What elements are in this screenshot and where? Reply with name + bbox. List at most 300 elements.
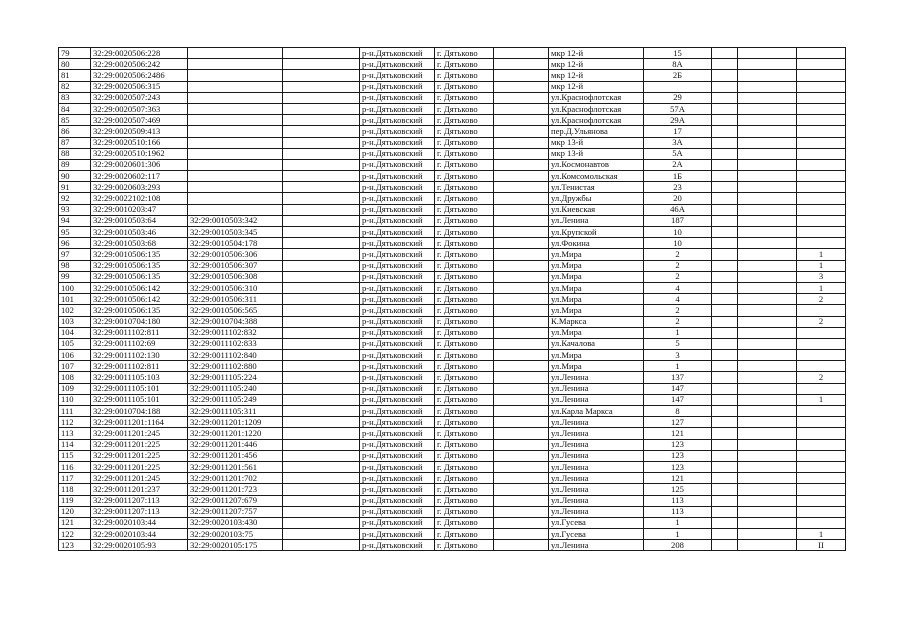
cell-city: г. Дятьково — [435, 383, 494, 394]
cell-blank4 — [738, 406, 797, 417]
cell-blank1 — [283, 115, 360, 126]
cell-cad2 — [188, 115, 283, 126]
cell-extra: 1 — [797, 394, 846, 405]
cell-blank2 — [494, 506, 549, 517]
cell-cad1: 32:29:0010506:135 — [91, 249, 188, 260]
cell-district: р-н.Дятьковский — [360, 316, 435, 327]
cell-num: 100 — [59, 282, 91, 293]
cell-street: мкр 12-й — [549, 59, 644, 70]
cell-street: ул.Дружбы — [549, 193, 644, 204]
address-register-table — [58, 47, 846, 551]
cell-district: р-н.Дятьковский — [360, 506, 435, 517]
cell-city: г. Дятьково — [435, 171, 494, 182]
cell-blank3 — [712, 148, 738, 159]
cell-house: 147 — [644, 383, 712, 394]
cell-street: мкр 12-й — [549, 81, 644, 92]
cell-city: г. Дятьково — [435, 103, 494, 114]
cell-num: 82 — [59, 81, 91, 92]
cell-cad1: 32:29:0010203:47 — [91, 204, 188, 215]
cell-street: ул.Ленина — [549, 383, 644, 394]
cell-num: 87 — [59, 137, 91, 148]
table-row — [59, 338, 846, 349]
cell-cad1: 32:29:0020103:44 — [91, 517, 188, 528]
cell-blank1 — [283, 271, 360, 282]
cell-blank2 — [494, 473, 549, 484]
cell-extra — [797, 450, 846, 461]
cell-house: 5 — [644, 338, 712, 349]
cell-district: р-н.Дятьковский — [360, 148, 435, 159]
cell-blank2 — [494, 48, 549, 59]
cell-district: р-н.Дятьковский — [360, 428, 435, 439]
cell-cad2: 32:29:0010503:342 — [188, 215, 283, 226]
cell-num: 123 — [59, 540, 91, 551]
cell-blank3 — [712, 517, 738, 528]
cell-house: 121 — [644, 428, 712, 439]
cell-blank3 — [712, 182, 738, 193]
cell-blank4 — [738, 92, 797, 103]
cell-cad2: 32:29:0011207:679 — [188, 495, 283, 506]
cell-cad1: 32:29:0022102:108 — [91, 193, 188, 204]
cell-city: г. Дятьково — [435, 137, 494, 148]
cell-num: 120 — [59, 506, 91, 517]
cell-house: 137 — [644, 372, 712, 383]
cell-house: 3А — [644, 137, 712, 148]
cell-blank3 — [712, 406, 738, 417]
cell-blank4 — [738, 417, 797, 428]
cell-blank3 — [712, 260, 738, 271]
cell-extra: 2 — [797, 294, 846, 305]
cell-blank3 — [712, 48, 738, 59]
cell-extra — [797, 428, 846, 439]
cell-extra — [797, 517, 846, 528]
cell-blank2 — [494, 238, 549, 249]
table-row — [59, 271, 846, 282]
cell-street: ул.Тенистая — [549, 182, 644, 193]
cell-cad1: 32:29:0020506:228 — [91, 48, 188, 59]
cell-city: г. Дятьково — [435, 59, 494, 70]
table-row — [59, 148, 846, 159]
cell-blank3 — [712, 126, 738, 137]
cell-blank4 — [738, 103, 797, 114]
cell-street: ул.Ленина — [549, 506, 644, 517]
cell-city: г. Дятьково — [435, 260, 494, 271]
cell-blank3 — [712, 495, 738, 506]
cell-district: р-н.Дятьковский — [360, 115, 435, 126]
cell-num: 110 — [59, 394, 91, 405]
cell-city: г. Дятьково — [435, 193, 494, 204]
cell-cad1: 32:29:0010503:64 — [91, 215, 188, 226]
cell-blank4 — [738, 428, 797, 439]
cell-district: р-н.Дятьковский — [360, 473, 435, 484]
cell-cad2 — [188, 193, 283, 204]
cell-city: г. Дятьково — [435, 338, 494, 349]
cell-city: г. Дятьково — [435, 529, 494, 540]
cell-house: 2 — [644, 305, 712, 316]
cell-blank4 — [738, 517, 797, 528]
cell-house: 123 — [644, 450, 712, 461]
cell-city: г. Дятьково — [435, 126, 494, 137]
cell-num: 118 — [59, 484, 91, 495]
cell-blank1 — [283, 372, 360, 383]
cell-cad2 — [188, 59, 283, 70]
cell-house: 125 — [644, 484, 712, 495]
cell-district: р-н.Дятьковский — [360, 215, 435, 226]
cell-blank2 — [494, 450, 549, 461]
cell-district: р-н.Дятьковский — [360, 406, 435, 417]
cell-blank2 — [494, 282, 549, 293]
cell-house: 1 — [644, 517, 712, 528]
cell-num: 89 — [59, 159, 91, 170]
table-row — [59, 439, 846, 450]
cell-blank1 — [283, 70, 360, 81]
cell-house: 2 — [644, 260, 712, 271]
cell-house: 29А — [644, 115, 712, 126]
cell-cad2: 32:29:0011201:1209 — [188, 417, 283, 428]
cell-cad2 — [188, 204, 283, 215]
cell-cad2 — [188, 48, 283, 59]
cell-city: г. Дятьково — [435, 81, 494, 92]
cell-blank2 — [494, 159, 549, 170]
cell-district: р-н.Дятьковский — [360, 171, 435, 182]
cell-cad1: 32:29:0020507:363 — [91, 103, 188, 114]
cell-blank3 — [712, 271, 738, 282]
cell-cad1: 32:29:0020601:306 — [91, 159, 188, 170]
cell-cad1: 32:29:0020506:242 — [91, 59, 188, 70]
cell-cad1: 32:29:0020603:293 — [91, 182, 188, 193]
cell-cad2: 32:29:0011105:224 — [188, 372, 283, 383]
cell-blank4 — [738, 294, 797, 305]
cell-blank3 — [712, 394, 738, 405]
cell-cad2 — [188, 70, 283, 81]
cell-cad2: 32:29:0011102:832 — [188, 327, 283, 338]
cell-blank1 — [283, 338, 360, 349]
cell-extra — [797, 171, 846, 182]
cell-cad1: 32:29:0011105:103 — [91, 372, 188, 383]
cell-cad2: 32:29:0010506:308 — [188, 271, 283, 282]
cell-blank2 — [494, 103, 549, 114]
cell-blank3 — [712, 506, 738, 517]
cell-blank2 — [494, 260, 549, 271]
cell-house: 46А — [644, 204, 712, 215]
cell-cad2: 32:29:0011105:240 — [188, 383, 283, 394]
cell-cad1: 32:29:0010506:135 — [91, 305, 188, 316]
cell-district: р-н.Дятьковский — [360, 126, 435, 137]
cell-house: 29 — [644, 92, 712, 103]
cell-house: 20 — [644, 193, 712, 204]
cell-blank3 — [712, 305, 738, 316]
cell-street: ул.Мира — [549, 361, 644, 372]
cell-district: р-н.Дятьковский — [360, 204, 435, 215]
cell-cad1: 32:29:0010704:188 — [91, 406, 188, 417]
cell-street: ул.Ленина — [549, 417, 644, 428]
cell-blank1 — [283, 350, 360, 361]
cell-cad1: 32:29:0010704:180 — [91, 316, 188, 327]
cell-blank4 — [738, 70, 797, 81]
table-row — [59, 305, 846, 316]
table-row — [59, 59, 846, 70]
cell-blank2 — [494, 271, 549, 282]
cell-blank2 — [494, 171, 549, 182]
cell-num: 102 — [59, 305, 91, 316]
cell-blank1 — [283, 238, 360, 249]
cell-blank2 — [494, 294, 549, 305]
cell-extra — [797, 338, 846, 349]
cell-house: 1 — [644, 361, 712, 372]
cell-blank2 — [494, 215, 549, 226]
cell-blank2 — [494, 193, 549, 204]
cell-cad1: 32:29:0020509:413 — [91, 126, 188, 137]
cell-extra — [797, 92, 846, 103]
cell-extra — [797, 406, 846, 417]
cell-city: г. Дятьково — [435, 439, 494, 450]
cell-street: ул.Качалова — [549, 338, 644, 349]
cell-city: г. Дятьково — [435, 450, 494, 461]
cell-blank2 — [494, 92, 549, 103]
cell-cad1: 32:29:0011201:225 — [91, 461, 188, 472]
cell-num: 95 — [59, 227, 91, 238]
cell-blank1 — [283, 182, 360, 193]
cell-blank3 — [712, 327, 738, 338]
cell-house: 4 — [644, 282, 712, 293]
table-row — [59, 327, 846, 338]
cell-blank2 — [494, 350, 549, 361]
cell-cad1: 32:29:0011105:101 — [91, 383, 188, 394]
cell-extra: 1 — [797, 282, 846, 293]
cell-blank1 — [283, 484, 360, 495]
cell-num: 108 — [59, 372, 91, 383]
cell-district: р-н.Дятьковский — [360, 59, 435, 70]
cell-district: р-н.Дятьковский — [360, 529, 435, 540]
cell-blank3 — [712, 316, 738, 327]
cell-blank3 — [712, 450, 738, 461]
cell-house: 208 — [644, 540, 712, 551]
cell-blank1 — [283, 294, 360, 305]
cell-cad2 — [188, 103, 283, 114]
cell-district: р-н.Дятьковский — [360, 350, 435, 361]
cell-house: 2 — [644, 271, 712, 282]
cell-district: р-н.Дятьковский — [360, 238, 435, 249]
cell-cad1: 32:29:0020507:243 — [91, 92, 188, 103]
cell-cad1: 32:29:0020507:469 — [91, 115, 188, 126]
cell-house: 113 — [644, 506, 712, 517]
cell-city: г. Дятьково — [435, 406, 494, 417]
cell-city: г. Дятьково — [435, 428, 494, 439]
cell-blank2 — [494, 148, 549, 159]
cell-blank4 — [738, 450, 797, 461]
cell-extra — [797, 193, 846, 204]
cell-cad2: 32:29:0011105:249 — [188, 394, 283, 405]
cell-blank1 — [283, 126, 360, 137]
cell-blank2 — [494, 372, 549, 383]
cell-city: г. Дятьково — [435, 238, 494, 249]
cell-blank1 — [283, 529, 360, 540]
cell-district: р-н.Дятьковский — [360, 81, 435, 92]
cell-district: р-н.Дятьковский — [360, 103, 435, 114]
cell-blank4 — [738, 59, 797, 70]
cell-city: г. Дятьково — [435, 484, 494, 495]
cell-extra — [797, 473, 846, 484]
cell-street: ул.Комсомольская — [549, 171, 644, 182]
table-row — [59, 495, 846, 506]
cell-district: р-н.Дятьковский — [360, 282, 435, 293]
cell-blank4 — [738, 316, 797, 327]
cell-extra — [797, 182, 846, 193]
cell-city: г. Дятьково — [435, 148, 494, 159]
cell-cad1: 32:29:0011201:225 — [91, 439, 188, 450]
table-row — [59, 294, 846, 305]
table-row — [59, 417, 846, 428]
cell-blank2 — [494, 227, 549, 238]
cell-cad1: 32:29:0011102:69 — [91, 338, 188, 349]
cell-district: р-н.Дятьковский — [360, 394, 435, 405]
cell-blank4 — [738, 473, 797, 484]
cell-extra — [797, 159, 846, 170]
cell-num: 117 — [59, 473, 91, 484]
table-row — [59, 383, 846, 394]
cell-district: р-н.Дятьковский — [360, 271, 435, 282]
cell-extra — [797, 81, 846, 92]
cell-blank1 — [283, 506, 360, 517]
cell-house: 187 — [644, 215, 712, 226]
cell-blank4 — [738, 506, 797, 517]
cell-blank3 — [712, 215, 738, 226]
cell-city: г. Дятьково — [435, 316, 494, 327]
cell-blank4 — [738, 338, 797, 349]
cell-blank4 — [738, 171, 797, 182]
table-row — [59, 92, 846, 103]
cell-cad1: 32:29:0011207:113 — [91, 495, 188, 506]
cell-district: р-н.Дятьковский — [360, 327, 435, 338]
cell-num: 96 — [59, 238, 91, 249]
document-sheet — [58, 47, 846, 551]
cell-num: 111 — [59, 406, 91, 417]
cell-cad1: 32:29:0020602:117 — [91, 171, 188, 182]
cell-blank2 — [494, 495, 549, 506]
cell-blank4 — [738, 327, 797, 338]
cell-blank2 — [494, 137, 549, 148]
table-row — [59, 540, 846, 551]
cell-street: ул.Карла Маркса — [549, 406, 644, 417]
cell-cad1: 32:29:0010503:68 — [91, 238, 188, 249]
table-row — [59, 372, 846, 383]
cell-extra — [797, 103, 846, 114]
cell-blank2 — [494, 394, 549, 405]
cell-city: г. Дятьково — [435, 327, 494, 338]
cell-extra — [797, 238, 846, 249]
cell-cad2: 32:29:0011201:561 — [188, 461, 283, 472]
cell-extra — [797, 417, 846, 428]
cell-street: ул.Мира — [549, 260, 644, 271]
cell-street: ул.Фокина — [549, 238, 644, 249]
cell-num: 97 — [59, 249, 91, 260]
table-row — [59, 227, 846, 238]
cell-house: 8 — [644, 406, 712, 417]
table-row — [59, 450, 846, 461]
cell-cad1: 32:29:0011201:245 — [91, 428, 188, 439]
cell-blank4 — [738, 495, 797, 506]
cell-street: ул.Ленина — [549, 461, 644, 472]
cell-street: ул.Ленина — [549, 495, 644, 506]
cell-blank1 — [283, 394, 360, 405]
cell-cad2: 32:29:0011207:757 — [188, 506, 283, 517]
cell-blank4 — [738, 48, 797, 59]
cell-cad1: 32:29:0011105:101 — [91, 394, 188, 405]
cell-blank1 — [283, 159, 360, 170]
cell-cad1: 32:29:0011201:237 — [91, 484, 188, 495]
cell-cad2: 32:29:0011201:702 — [188, 473, 283, 484]
cell-district: р-н.Дятьковский — [360, 182, 435, 193]
cell-street: ул.Космонавтов — [549, 159, 644, 170]
cell-cad2 — [188, 126, 283, 137]
cell-blank2 — [494, 461, 549, 472]
cell-cad2: 32:29:0010506:311 — [188, 294, 283, 305]
cell-house: 4 — [644, 294, 712, 305]
cell-district: р-н.Дятьковский — [360, 372, 435, 383]
cell-street: ул.Ленина — [549, 394, 644, 405]
cell-street: ул.Мира — [549, 249, 644, 260]
cell-cad1: 32:29:0010503:46 — [91, 227, 188, 238]
cell-blank4 — [738, 305, 797, 316]
cell-blank3 — [712, 461, 738, 472]
cell-house: 3 — [644, 350, 712, 361]
cell-blank1 — [283, 193, 360, 204]
cell-city: г. Дятьково — [435, 182, 494, 193]
cell-blank1 — [283, 282, 360, 293]
cell-cad2 — [188, 171, 283, 182]
cell-blank1 — [283, 59, 360, 70]
cell-street: ул.Ленина — [549, 215, 644, 226]
cell-district: р-н.Дятьковский — [360, 193, 435, 204]
cell-blank4 — [738, 137, 797, 148]
cell-blank4 — [738, 193, 797, 204]
cell-blank2 — [494, 249, 549, 260]
cell-num: 84 — [59, 103, 91, 114]
table-body — [59, 48, 846, 551]
cell-blank2 — [494, 406, 549, 417]
cell-num: 114 — [59, 439, 91, 450]
cell-extra — [797, 484, 846, 495]
cell-cad1: 32:29:0011102:811 — [91, 361, 188, 372]
cell-blank2 — [494, 540, 549, 551]
cell-cad1: 32:29:0010506:135 — [91, 271, 188, 282]
cell-blank2 — [494, 305, 549, 316]
cell-blank2 — [494, 529, 549, 540]
cell-street: ул.Ленина — [549, 439, 644, 450]
cell-city: г. Дятьково — [435, 506, 494, 517]
cell-blank4 — [738, 540, 797, 551]
cell-blank3 — [712, 103, 738, 114]
cell-street: ул.Ленина — [549, 450, 644, 461]
cell-city: г. Дятьково — [435, 540, 494, 551]
cell-cad2: 32:29:0010506:306 — [188, 249, 283, 260]
cell-blank3 — [712, 484, 738, 495]
cell-blank3 — [712, 338, 738, 349]
cell-blank4 — [738, 182, 797, 193]
cell-extra — [797, 137, 846, 148]
cell-blank3 — [712, 439, 738, 450]
cell-house: 5А — [644, 148, 712, 159]
cell-city: г. Дятьково — [435, 115, 494, 126]
table-row — [59, 171, 846, 182]
cell-blank1 — [283, 305, 360, 316]
cell-cad1: 32:29:0011201:245 — [91, 473, 188, 484]
cell-blank1 — [283, 227, 360, 238]
cell-num: 113 — [59, 428, 91, 439]
cell-house: 1 — [644, 327, 712, 338]
cell-cad1: 32:29:0020506:2486 — [91, 70, 188, 81]
table-row — [59, 316, 846, 327]
cell-cad2: 32:29:0011102:840 — [188, 350, 283, 361]
